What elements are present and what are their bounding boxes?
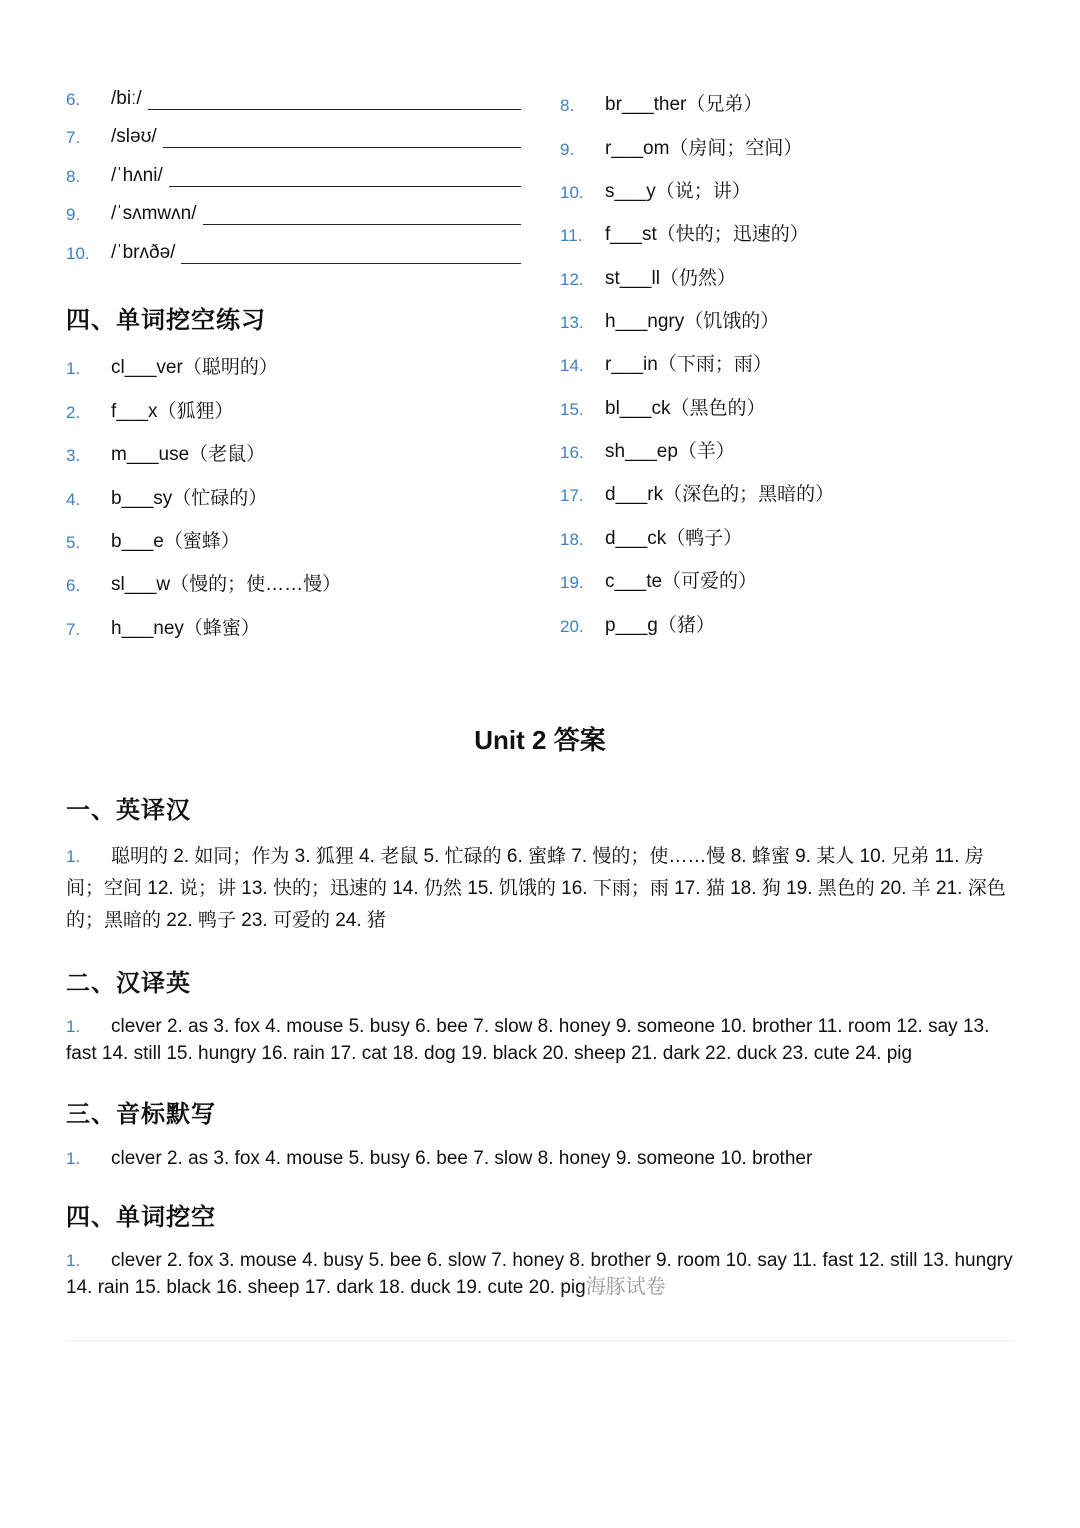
item-number: 13. [560,313,584,332]
page-divider [66,1340,1014,1341]
blank-text: br___ther（兄弟） [605,94,763,115]
item-number: 18. [560,530,584,549]
answer-paragraph [66,1145,1014,1172]
blank-text: r___om（房间；空间） [605,138,803,159]
answer-line [181,243,521,264]
item-number: 5. [66,533,81,552]
blank-item [66,613,260,640]
phonetic-text: /ˈhʌni/ [111,165,163,186]
answer-line [148,89,521,110]
item-number: 7. [66,128,81,147]
blank-text: f___st（快的；迅速的） [605,224,809,245]
item-number: 8. [66,167,81,186]
blank-item [560,610,715,637]
blank-text: m___use（老鼠） [111,444,266,465]
item-number: 9. [560,140,575,159]
blank-item [560,263,736,290]
item-number: 8. [560,96,575,115]
blank-item [560,436,735,463]
answer-line [163,127,521,148]
answer-text: clever 2. fox 3. mouse 4. busy 5. bee 6. slow 7. honey 8. brother 9. room 10. say 11. fast 12. still 13. hungry 14. rain 15. black 16. sheep 17. dark 18. duck 19. cute 20. pig [66,1250,1013,1298]
item-number: 7. [66,620,81,639]
item-number: 1. [66,847,81,866]
item-number: 10. [560,183,584,202]
blank-item [560,133,802,160]
answer-paragraph [66,1247,1014,1301]
phonetic-item [66,126,521,148]
item-number: 14. [560,356,584,375]
blank-text: st___ll（仍然） [605,268,736,289]
phonetic-text: /sləʊ/ [111,126,157,147]
phonetic-item [66,88,521,110]
item-number: 1. [66,1149,81,1168]
blank-text: b___e（蜜蜂） [111,531,240,552]
item-number: 1. [66,1017,81,1036]
phonetic-text: /ˈsʌmwʌn/ [111,203,197,224]
phonetic-item [66,165,521,187]
answer-title: Unit 2 答案 [474,725,606,755]
blank-text: s___y（说；讲） [605,181,751,202]
item-number: 12. [560,270,584,289]
answer-heading: 三、音标默写 [66,1100,216,1128]
blank-item [66,439,265,466]
blank-text: f___x（狐狸） [111,401,234,422]
answer-heading: 四、单词挖空 [66,1203,216,1231]
item-number: 1. [66,359,81,378]
blank-item [66,526,240,553]
blank-text: bl___ck（黑色的） [605,398,766,419]
answer-paragraph [66,841,1014,937]
item-number: 16. [560,443,584,462]
blank-item [560,349,772,376]
item-number: 4. [66,490,81,509]
answer-text: 聪明的 2. 如同；作为 3. 狐狸 4. 老鼠 5. 忙碌的 6. 蜜蜂 7. 慢的；使……慢 8. 蜂蜜 9. 某人 10. 兄弟 11. 房间；空间 12. 说；讲 13. 快的；迅速的 14. 仍然 15. 饥饿的 16. 下雨；雨 17. 猫 18. 狗 19. 黑色的 20. 羊 21. 深色的；黑暗的 22. 鸭子 23. 可爱的 24. 猪 [66,846,1006,931]
blank-item [66,569,341,596]
phonetic-item [66,203,521,225]
answer-text: clever 2. as 3. fox 4. mouse 5. busy 6. bee 7. slow 8. honey 9. someone 10. brother 11. room 12. say 13. fast 14. still 15. hungry 16. rain 17. cat 18. dog 19. black 20. sheep 21. dark 22. duck 23. cute 24. pig [66,1016,990,1064]
blank-text: r___in（下雨；雨） [605,354,772,375]
blank-text: p___g（猪） [605,615,715,636]
watermark: 海豚试卷 [585,1276,666,1298]
blank-item [560,176,751,203]
blank-item [560,89,762,116]
answer-paragraph [66,1013,1014,1067]
item-number: 2. [66,403,81,422]
blank-text: b___sy（忙碌的） [111,488,268,509]
blank-item [560,393,766,420]
item-number: 17. [560,486,584,505]
section-heading: 四、单词挖空练习 [66,306,266,334]
answer-heading: 一、英译汉 [66,796,191,824]
item-number: 3. [66,446,81,465]
item-number: 9. [66,205,81,224]
blank-item [560,566,757,593]
answer-text: clever 2. as 3. fox 4. mouse 5. busy 6. bee 7. slow 8. honey 9. someone 10. brother [111,1148,813,1169]
blank-text: sl___w（慢的；使……慢） [111,574,342,595]
blank-item [66,483,267,510]
item-number: 6. [66,576,81,595]
phonetic-text: /biː/ [111,88,142,109]
blank-text: h___ngry（饥饿的） [605,311,780,332]
phonetic-item [66,242,521,264]
answer-line [203,204,522,225]
item-number: 20. [560,617,584,636]
item-number: 10. [66,244,90,263]
blank-item [560,479,834,506]
blank-text: h___ney（蜂蜜） [111,618,260,639]
answer-heading: 二、汉译英 [66,969,191,997]
blank-text: d___rk（深色的；黑暗的） [605,484,835,505]
phonetic-text: /ˈbrʌðə/ [111,242,176,263]
item-number: 11. [560,226,583,245]
item-number: 6. [66,90,81,109]
blank-text: d___ck（鸭子） [605,528,743,549]
item-number: 19. [560,573,584,592]
blank-item [66,396,233,423]
item-number: 15. [560,400,584,419]
item-number: 1. [66,1251,81,1270]
blank-item [560,306,779,333]
blank-text: cl___ver（聪明的） [111,357,278,378]
blank-item [560,523,742,550]
answer-line [169,166,521,187]
blank-item [560,219,809,246]
blank-text: sh___ep（羊） [605,441,735,462]
blank-text: c___te（可爱的） [605,571,758,592]
blank-item [66,352,278,379]
